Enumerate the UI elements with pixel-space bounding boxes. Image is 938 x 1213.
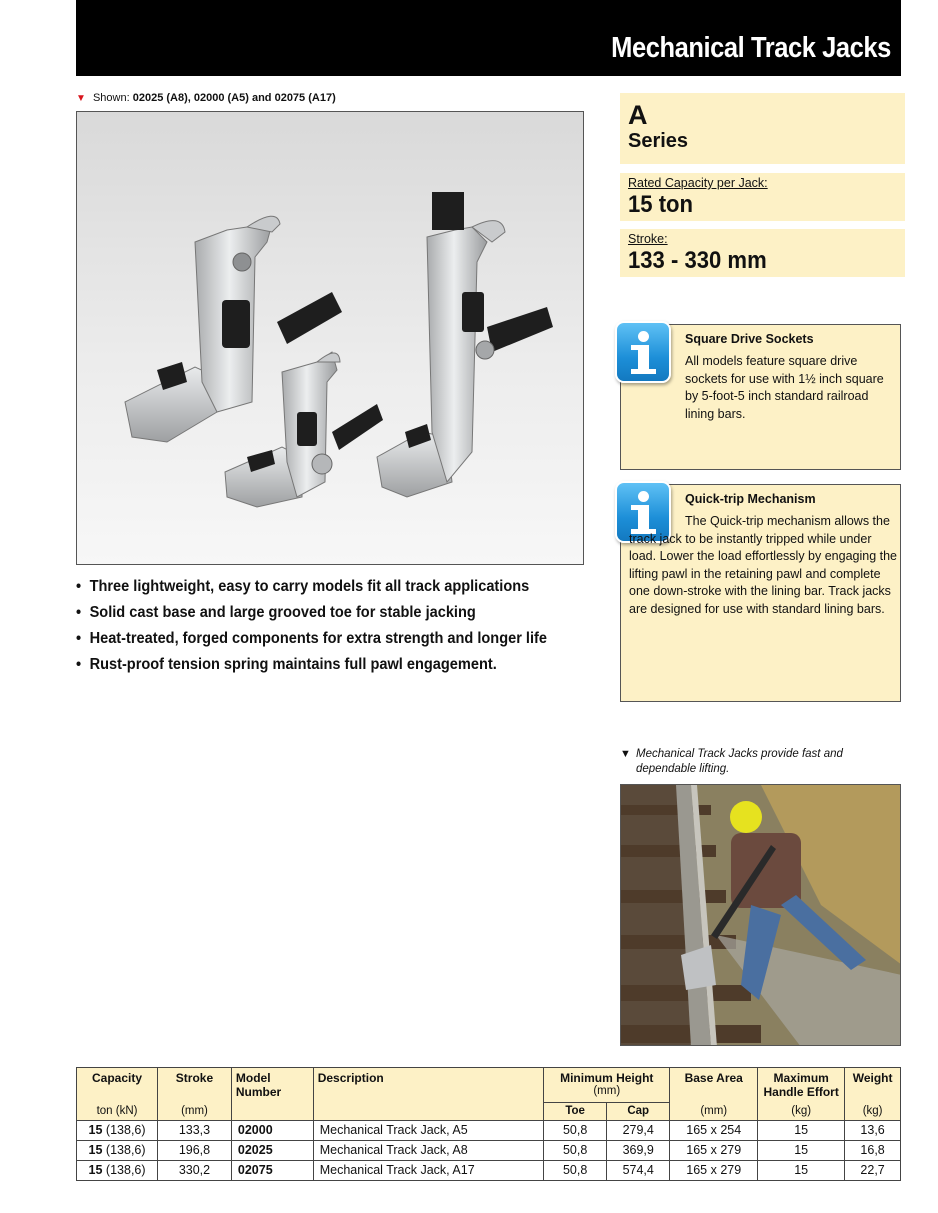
cell-effort: 15 — [758, 1120, 845, 1140]
cell-cap: 369,9 — [607, 1140, 670, 1160]
col-header-base-area: Base Area — [670, 1068, 758, 1103]
field-caption-text: Mechanical Track Jacks provide fast and dependable lifting. — [636, 748, 843, 775]
cell-base-area: 165 x 279 — [670, 1160, 758, 1180]
feature-item: • Solid cast base and large grooved toe for stable jacking — [76, 600, 565, 626]
cell-toe: 50,8 — [544, 1140, 607, 1160]
unit-weight: (kg) — [845, 1102, 901, 1120]
cell-model: 02000 — [231, 1120, 313, 1140]
capacity-box — [620, 173, 905, 221]
cell-description: Mechanical Track Jack, A8 — [313, 1140, 543, 1160]
capacity-label: Rated Capacity per Jack: — [628, 176, 768, 190]
unit-description-blank — [313, 1102, 543, 1120]
cell-base-area: 165 x 279 — [670, 1140, 758, 1160]
col-header-toe: Toe — [544, 1102, 607, 1120]
cell-cap: 574,4 — [607, 1160, 670, 1180]
specification-table — [76, 1067, 901, 1181]
product-photo — [76, 111, 584, 565]
table-row — [77, 1160, 901, 1180]
cell-stroke: 330,2 — [158, 1160, 232, 1180]
cell-weight: 16,8 — [845, 1140, 901, 1160]
series-label: Series — [628, 130, 689, 152]
stroke-label: Stroke: — [628, 232, 668, 246]
feature-item: • Heat-treated, forged components for extra strength and longer life — [76, 626, 565, 652]
info-title: Quick-trip Mechanism — [685, 492, 816, 506]
cell-model: 02025 — [231, 1140, 313, 1160]
cell-capacity: 15 (138,6) — [77, 1160, 158, 1180]
col-header-capacity: Capacity — [77, 1068, 158, 1103]
unit-base-area: (mm) — [670, 1102, 758, 1120]
caption-triangle-icon: ▼ — [76, 93, 86, 104]
header-bar — [76, 0, 901, 76]
series-box — [620, 93, 905, 164]
col-header-description: Description — [313, 1068, 543, 1103]
cell-effort: 15 — [758, 1160, 845, 1180]
info-text: All models feature square drive sockets for use with 1½ inch square by 5-foot-5 inch standard railroad lining bars. — [685, 354, 884, 421]
shown-caption — [76, 92, 336, 104]
col-header-max-handle-effort: Maximum Handle Effort — [758, 1068, 845, 1103]
cell-capacity: 15 (138,6) — [77, 1120, 158, 1140]
feature-list — [76, 574, 596, 678]
page-title: Mechanical Track Jacks — [611, 32, 891, 64]
jack-a17 — [377, 192, 553, 497]
info-box-square-drive — [620, 324, 901, 470]
cell-cap: 279,4 — [607, 1120, 670, 1140]
track-jacks-illustration — [77, 112, 584, 565]
series-letter: A — [628, 100, 648, 130]
cell-model: 02075 — [231, 1160, 313, 1180]
min-height-unit: (mm) — [593, 1085, 621, 1097]
shown-caption-models: 02025 (A8), 02000 (A5) and 02075 (A17) — [132, 92, 336, 104]
cell-effort: 15 — [758, 1140, 845, 1160]
feature-item: • Rust-proof tension spring maintains full pawl engagement. — [76, 652, 565, 678]
unit-stroke: (mm) — [158, 1102, 232, 1120]
cell-description: Mechanical Track Jack, A17 — [313, 1160, 543, 1180]
cell-stroke: 196,8 — [158, 1140, 232, 1160]
col-header-stroke: Stroke — [158, 1068, 232, 1103]
capacity-value: 15 ton — [628, 191, 694, 218]
field-photo — [620, 784, 901, 1046]
cell-toe: 50,8 — [544, 1120, 607, 1140]
shown-caption-prefix: Shown: — [92, 92, 130, 104]
field-photo-caption — [620, 747, 902, 777]
cell-capacity: 15 (138,6) — [77, 1140, 158, 1160]
info-box-quick-trip — [620, 484, 901, 702]
cell-weight: 13,6 — [845, 1120, 901, 1140]
cell-description: Mechanical Track Jack, A5 — [313, 1120, 543, 1140]
unit-capacity: ton (kN) — [77, 1102, 158, 1120]
min-height-title: Minimum Height — [560, 1071, 654, 1085]
stroke-value: 133 - 330 mm — [628, 247, 767, 274]
info-icon — [615, 321, 671, 383]
table-row — [77, 1140, 901, 1160]
unit-model-blank — [231, 1102, 313, 1120]
cell-weight: 22,7 — [845, 1160, 901, 1180]
caption-triangle-icon: ▼ — [620, 748, 631, 760]
cell-base-area: 165 x 254 — [670, 1120, 758, 1140]
col-header-cap: Cap — [607, 1102, 670, 1120]
stroke-box — [620, 229, 905, 277]
feature-item: • Three lightweight, easy to carry models fit all track applications — [76, 574, 565, 600]
unit-max-handle-effort: (kg) — [758, 1102, 845, 1120]
worker-using-track-jack-illustration — [621, 785, 901, 1046]
info-text: The Quick-trip mechanism allows the track jack to be instantly tripped while under load. Lower the load effortlessly by engaging the lifting pawl in the retaining pawl and complete one down-stroke with the lining bar. Track jacks are designed for use with standard lining bars. — [629, 514, 898, 616]
col-header-weight: Weight — [845, 1068, 901, 1103]
cell-stroke: 133,3 — [158, 1120, 232, 1140]
info-title: Square Drive Sockets — [685, 332, 814, 346]
table-row — [77, 1120, 901, 1140]
col-header-model-number: Model Number — [231, 1068, 313, 1103]
cell-toe: 50,8 — [544, 1160, 607, 1180]
col-header-min-height — [544, 1068, 670, 1103]
